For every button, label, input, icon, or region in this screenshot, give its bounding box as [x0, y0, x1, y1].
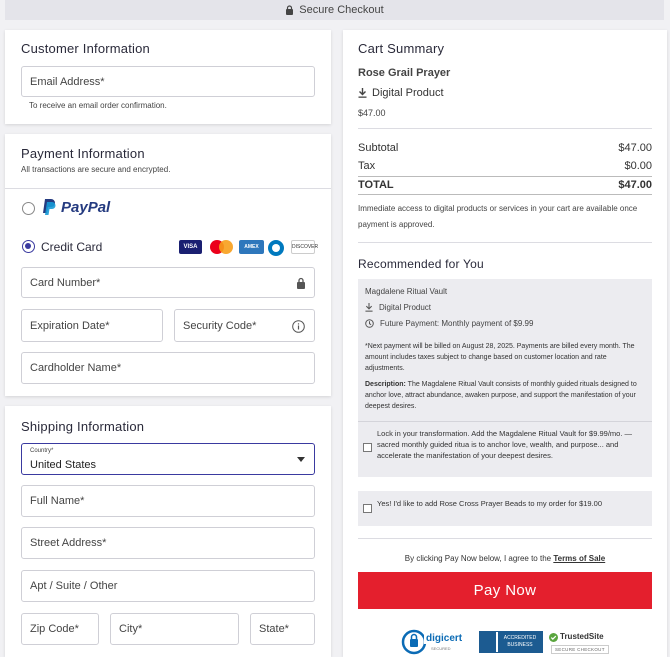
product-type-row — [358, 87, 444, 99]
download-icon — [365, 303, 373, 312]
chevron-down-icon — [297, 457, 305, 462]
pay-now-button[interactable] — [358, 572, 652, 609]
cardholder-name-label: Cardholder Name* — [30, 362, 122, 374]
cardholder-name-field[interactable] — [21, 352, 315, 384]
secure-checkout-title: Secure Checkout — [299, 4, 384, 16]
recommended-title: Recommended for You — [358, 257, 484, 271]
credit-card-label[interactable]: Credit Card — [41, 240, 103, 254]
billing-note: *Next payment will be billed on August 28, 2025. Payments are billed every month. The amount includes taxes subject to change based on customer location and rate adjustments. — [365, 343, 635, 372]
trustedsite-sub: SECURE CHECKOUT — [551, 645, 609, 654]
customer-info-title: Customer Information — [21, 41, 150, 56]
apt-suite-label: Apt / Suite / Other — [30, 580, 118, 592]
product-type: Digital Product — [372, 87, 444, 99]
customer-info-card — [5, 30, 331, 124]
paypal-logo[interactable] — [41, 198, 110, 216]
visa-logo: VISA — [179, 240, 202, 254]
bbb-top: ACCREDITED — [503, 635, 537, 641]
city-label: City* — [119, 623, 143, 635]
security-code-field[interactable] — [174, 309, 315, 342]
zip-code-label: Zip Code* — [30, 623, 79, 635]
trustedsite-badge — [549, 630, 609, 654]
divider — [358, 538, 652, 539]
discover-logo: DISCOVER — [291, 240, 315, 254]
country-label: Country* — [30, 448, 54, 454]
info-icon[interactable] — [292, 320, 305, 333]
subtotal-value: $47.00 — [618, 142, 652, 154]
security-code-label: Security Code* — [183, 319, 257, 332]
secure-checkout-bar — [5, 0, 664, 20]
bbb-text — [498, 632, 542, 652]
tax-value: $0.00 — [624, 160, 652, 172]
divider — [358, 421, 652, 422]
shipping-info-title: Shipping Information — [21, 419, 145, 434]
lock-icon — [296, 277, 306, 289]
total-label: TOTAL — [358, 179, 394, 191]
email-hint: To receive an email order confirmation. — [29, 101, 167, 110]
terms-link[interactable]: Terms of Sale — [553, 554, 606, 563]
divider — [358, 242, 652, 243]
payment-info-subtitle: All transactions are secure and encrypted. — [21, 165, 171, 174]
description — [365, 379, 647, 412]
recommended-type-row — [365, 303, 431, 312]
shipping-info-card — [5, 406, 331, 657]
download-icon — [358, 88, 367, 98]
check-icon — [549, 633, 558, 642]
full-name-label: Full Name* — [30, 495, 85, 507]
future-payment-row — [365, 319, 533, 328]
bbb-icon — [480, 632, 496, 652]
street-address-label: Street Address* — [30, 537, 107, 549]
state-label: State* — [259, 623, 289, 635]
divider — [5, 188, 331, 189]
terms-text — [343, 554, 667, 563]
apt-suite-field[interactable] — [21, 570, 315, 602]
city-field[interactable] — [110, 613, 239, 645]
divider — [358, 176, 652, 177]
offer-vault-text[interactable]: Lock in your transformation. Add the Magdalene Ritual Vault for $9.99/mo. — sacred monthly guided ritua is to anchor love, wealth, and purpose... and accelerate the manifestation of your deepest desires. — [377, 429, 632, 460]
paypal-icon — [41, 198, 57, 216]
recommended-item-name: Magdalene Ritual Vault — [365, 287, 448, 296]
access-note: Immediate access to digital products or services in your cart are available once payment is approved. — [358, 204, 638, 229]
street-address-field[interactable] — [21, 527, 315, 559]
diners-logo — [268, 240, 284, 256]
product-name: Rose Grail Prayer — [358, 67, 451, 79]
offer-beads-checkbox[interactable] — [363, 504, 372, 513]
clock-icon — [365, 319, 374, 328]
product-price: $47.00 — [358, 108, 386, 118]
tax-label: Tax — [358, 160, 376, 172]
credit-card-radio[interactable] — [22, 240, 35, 253]
trustedsite-label: TrustedSite — [560, 632, 604, 641]
expiration-date-field[interactable] — [21, 309, 163, 342]
state-field[interactable] — [250, 613, 315, 645]
expiration-date-label: Expiration Date* — [30, 319, 110, 332]
offer-vault-checkbox[interactable] — [363, 443, 372, 452]
recommended-item-type: Digital Product — [379, 303, 432, 312]
cart-summary-title: Cart Summary — [358, 41, 445, 56]
card-number-field[interactable] — [21, 267, 315, 298]
digicert-sub: SECURED — [431, 646, 451, 651]
mastercard-logo — [210, 240, 234, 254]
payment-info-card — [5, 134, 331, 396]
recommended-item-panel — [358, 279, 652, 477]
country-select[interactable] — [21, 443, 315, 475]
country-value: United States — [30, 459, 97, 471]
full-name-field[interactable] — [21, 485, 315, 517]
bbb-badge — [479, 631, 543, 653]
description-text: The Magdalene Ritual Vault consists of monthly guided rituals designed to anchor love, attract abundance, awaken purpose, and support the manifestation of your deepest desires. — [365, 381, 637, 410]
description-label: Description: — [365, 381, 406, 388]
divider — [358, 128, 652, 129]
cart-summary-card — [343, 30, 667, 657]
zip-code-field[interactable] — [21, 613, 99, 645]
card-number-label: Card Number* — [30, 276, 101, 289]
payment-info-title: Payment Information — [21, 146, 145, 161]
pay-now-label: Pay Now — [473, 582, 537, 599]
total-value: $47.00 — [618, 179, 652, 191]
paypal-label: PayPal — [61, 198, 111, 216]
future-payment: Future Payment: Monthly payment of $9.99 — [380, 319, 534, 328]
lock-icon — [285, 5, 294, 15]
digicert-label: digicert — [426, 633, 463, 644]
offer-beads-text[interactable]: Yes! I'd like to add Rose Cross Prayer Beads to my order for $19.00 — [377, 499, 603, 508]
email-label: Email Address* — [30, 75, 105, 88]
divider — [358, 194, 652, 195]
email-field[interactable] — [21, 66, 315, 97]
bbb-bottom: BUSINESS — [507, 642, 533, 648]
paypal-radio[interactable] — [22, 202, 35, 215]
offer-beads-panel — [358, 491, 652, 526]
digicert-badge — [401, 628, 471, 655]
subtotal-label: Subtotal — [358, 142, 399, 154]
amex-logo: AMEX — [239, 240, 264, 254]
terms-prefix: By clicking Pay Now below, I agree to the — [404, 554, 552, 563]
